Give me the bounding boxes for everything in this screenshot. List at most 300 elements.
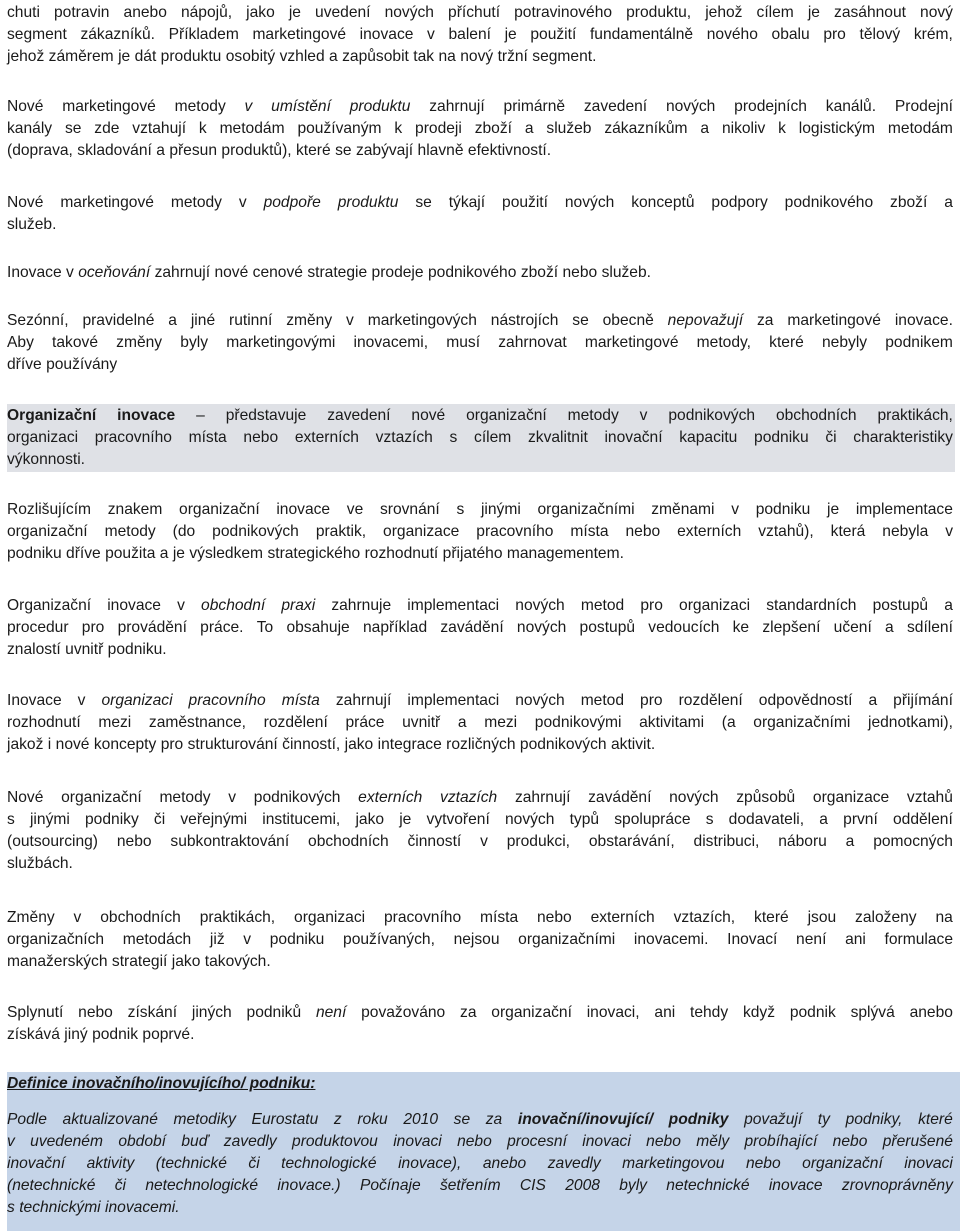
word: strategického — [267, 545, 361, 562]
word: spolupráce — [614, 811, 691, 828]
word: místa — [570, 523, 609, 540]
word: strategií — [111, 953, 168, 970]
word: podnikových — [253, 789, 341, 806]
text-line — [7, 262, 953, 284]
word: v — [945, 523, 953, 540]
text-line — [7, 2, 953, 24]
word: produktu — [337, 194, 399, 211]
word: (a — [721, 714, 736, 731]
word: vedoucích — [648, 619, 720, 636]
word: zasáhnout — [834, 4, 906, 21]
word: netechnologické — [145, 1177, 259, 1194]
word: období — [118, 1133, 167, 1150]
word: distribuci, — [693, 833, 760, 850]
text-line — [7, 499, 953, 521]
word: odpovědností — [758, 692, 853, 709]
word: logistickým — [798, 120, 876, 137]
word: probíhající — [744, 1133, 818, 1150]
word: podnik — [789, 1004, 836, 1021]
word: uvedeném — [30, 1133, 103, 1150]
word: s — [449, 429, 458, 446]
word: implementace — [855, 501, 953, 518]
word: segment. — [532, 48, 597, 65]
word: pomocných — [873, 833, 953, 850]
word: je — [807, 4, 820, 21]
word: nebo — [562, 264, 598, 281]
definition-heading: Definice inovačního/inovujícího/ podniku: — [7, 1075, 316, 1092]
word: za — [485, 1111, 503, 1128]
word: anebo — [482, 1155, 527, 1172]
word: obalu — [771, 26, 810, 43]
word: rutinní — [229, 312, 273, 329]
text-line — [7, 1153, 953, 1175]
text-line — [7, 543, 953, 565]
word: jako — [171, 953, 201, 970]
word: zahrnuje — [331, 597, 392, 614]
word: není — [315, 1004, 347, 1021]
word: obecně — [602, 312, 654, 329]
word: první — [843, 811, 878, 828]
word: zabývají — [355, 142, 414, 159]
word: Inovací — [727, 931, 778, 948]
word: metodiky — [173, 1111, 236, 1128]
word: umístění — [271, 98, 331, 115]
word: místa — [281, 692, 320, 709]
word: ve — [346, 501, 364, 518]
word: ke — [732, 619, 750, 636]
word: aktualizované — [62, 1111, 158, 1128]
word: podnikových — [519, 736, 607, 753]
word: nebo — [78, 1004, 113, 1021]
word: přijímání — [893, 692, 953, 709]
text-line — [7, 907, 953, 929]
word: používaným — [297, 120, 382, 137]
word: podniku — [754, 429, 809, 446]
word: zahrnují — [514, 789, 571, 806]
word: jsou — [807, 909, 837, 926]
word: práce. — [200, 619, 244, 636]
word: inovaci, — [586, 1004, 640, 1021]
word: uvnitř — [402, 714, 441, 731]
word: používány — [46, 356, 118, 373]
word: cenové — [252, 264, 303, 281]
text-line — [7, 831, 953, 853]
word: efektivností. — [467, 142, 552, 159]
word: (netechnické — [7, 1177, 96, 1194]
text-line — [7, 1109, 953, 1131]
word: nebyla — [882, 523, 929, 540]
word: nebo — [243, 429, 279, 446]
word: tehdy — [690, 1004, 729, 1021]
word: se — [415, 194, 432, 211]
word: metodám — [887, 120, 953, 137]
text-line — [7, 140, 953, 162]
word: zahrnují — [154, 264, 211, 281]
word: zboží — [474, 120, 512, 137]
word: zahrnují — [335, 692, 392, 709]
word: typů — [569, 811, 600, 828]
word: místa — [188, 429, 227, 446]
text-line — [7, 427, 953, 449]
word: potravinového — [514, 4, 613, 21]
word: externích — [358, 789, 423, 806]
word: praktikách, — [877, 407, 953, 424]
word: v — [77, 692, 86, 709]
word: Splynutí — [7, 1004, 64, 1021]
text-line — [7, 118, 953, 140]
word: nové — [214, 264, 249, 281]
word: Prodejní — [894, 98, 953, 115]
word: inovace — [117, 407, 176, 424]
word: inovaci — [582, 1133, 631, 1150]
word: Nové — [7, 789, 44, 806]
word: marketingové — [787, 312, 881, 329]
word: nebo — [537, 909, 572, 926]
text-line — [7, 214, 953, 236]
word: (outsourcing) — [7, 833, 99, 850]
word: Eurostatu — [251, 1111, 319, 1128]
word: či — [153, 811, 166, 828]
text-line — [7, 192, 953, 214]
word: srovnání — [379, 501, 440, 518]
word: cílem — [756, 4, 794, 21]
word: považují — [744, 1111, 803, 1128]
word: zavedení — [583, 98, 648, 115]
word: inovaci — [393, 1133, 442, 1150]
text-line — [7, 853, 953, 875]
text-line — [7, 639, 953, 661]
word: podnik — [92, 1026, 139, 1043]
word: organizaci — [294, 909, 366, 926]
word: rozdělení — [263, 714, 328, 731]
text-line — [7, 24, 953, 46]
word: s — [7, 811, 15, 828]
word: používaných, — [343, 931, 435, 948]
text-line — [7, 310, 953, 332]
word: je — [399, 811, 412, 828]
word: zavádění — [440, 619, 504, 636]
paragraph — [7, 1002, 953, 1046]
word: přijatého — [442, 545, 503, 562]
word: konceptů — [631, 194, 695, 211]
word: obstarávání, — [588, 833, 675, 850]
word: postupů — [579, 619, 636, 636]
word: organizaci — [679, 597, 751, 614]
word: byly — [619, 1177, 647, 1194]
word: místa — [480, 909, 519, 926]
word: výkonnosti. — [7, 451, 86, 468]
word: nové — [55, 736, 90, 753]
word: týkají — [448, 194, 486, 211]
word: ani — [845, 931, 866, 948]
word: jako — [355, 811, 385, 828]
word: kanály — [7, 120, 53, 137]
word: vztahují — [132, 120, 187, 137]
word: nebo — [457, 1133, 492, 1150]
word: uvedení — [315, 4, 371, 21]
word: – — [196, 407, 205, 424]
word: primárně — [503, 98, 566, 115]
paragraph — [7, 690, 953, 756]
word: poprvé. — [142, 1026, 195, 1043]
word: oceňování — [78, 264, 151, 281]
word: či — [248, 1155, 260, 1172]
word: 2010 — [403, 1111, 439, 1128]
word: aktivit. — [610, 736, 656, 753]
word: z — [333, 1111, 342, 1128]
text-line — [7, 96, 953, 118]
word: zde — [94, 120, 120, 137]
word: inovace — [359, 26, 414, 43]
text-line — [7, 809, 953, 831]
word: a — [457, 714, 467, 731]
word: či — [114, 1177, 126, 1194]
word: organizačními — [537, 501, 635, 518]
word: organizace — [383, 523, 460, 540]
word: změny — [116, 334, 163, 351]
word: v — [480, 833, 488, 850]
definition-heading-block — [7, 1073, 953, 1095]
word: způsobů — [736, 789, 796, 806]
word: podnikovými — [534, 714, 622, 731]
text-line — [7, 1197, 953, 1219]
word: dát — [134, 48, 157, 65]
word: vztahů — [906, 789, 953, 806]
word: v — [228, 789, 237, 806]
word: zlepšení — [762, 619, 821, 636]
word: činností — [407, 833, 462, 850]
word: a — [944, 194, 953, 211]
word: podniky — [85, 811, 139, 828]
word: obchodní — [201, 597, 266, 614]
word: služeb. — [601, 264, 651, 281]
text-line — [7, 405, 953, 427]
word: pracovního — [188, 692, 266, 709]
word: ty — [817, 1111, 830, 1128]
word: zahrnovat — [498, 334, 567, 351]
word: podnikového — [427, 264, 517, 281]
word: organizačních — [7, 931, 105, 948]
word: nový — [920, 4, 953, 21]
word: a — [885, 619, 894, 636]
word: změnami — [651, 501, 715, 518]
word: produktovou — [292, 1133, 378, 1150]
word: metod — [580, 597, 625, 614]
word: práce — [345, 714, 385, 731]
word: institucemi, — [262, 811, 341, 828]
word: organizační — [61, 789, 142, 806]
word: organizačními — [753, 714, 851, 731]
word: dodavateli, — [728, 811, 805, 828]
word: Inovace — [7, 264, 62, 281]
word: jinými — [480, 501, 521, 518]
word: v — [427, 26, 435, 43]
word: segment — [7, 26, 67, 43]
word: nebyly — [822, 334, 868, 351]
word: jinými — [29, 811, 70, 828]
word: Příkladem — [168, 26, 239, 43]
word: Organizační — [7, 597, 92, 614]
word: musí — [446, 334, 481, 351]
text-line — [7, 712, 953, 734]
word: integrace — [377, 736, 442, 753]
word: 2008 — [565, 1177, 600, 1194]
word: podnikových — [212, 523, 299, 540]
word: v — [7, 1133, 15, 1150]
word: uvnitř — [65, 641, 104, 658]
word: jakož — [7, 736, 44, 753]
word: inovacemi. — [105, 1199, 180, 1216]
word: nových — [504, 811, 555, 828]
word: metody — [104, 523, 156, 540]
text-line — [7, 521, 953, 543]
word: přesun — [169, 142, 217, 159]
word: zaměstnance, — [148, 714, 247, 731]
text-line — [7, 332, 953, 354]
word: inovaci — [904, 1155, 953, 1172]
word: získává — [7, 1026, 60, 1043]
word: nebo — [745, 1155, 781, 1172]
word: nových — [665, 98, 716, 115]
word: výsledkem — [189, 545, 264, 562]
word: anebo — [909, 1004, 953, 1021]
word: se — [335, 142, 352, 159]
word: podniku — [269, 931, 325, 948]
word: cílem — [474, 429, 512, 446]
word: podniku. — [107, 641, 167, 658]
word: za — [756, 312, 774, 329]
word: na — [935, 909, 953, 926]
word: je — [288, 4, 301, 21]
word: je — [172, 545, 185, 562]
word: které — [918, 1111, 953, 1128]
word: jiných — [191, 1004, 232, 1021]
text-line — [7, 1002, 953, 1024]
word: jednotkami), — [867, 714, 953, 731]
word: osobitý — [225, 48, 276, 65]
word: nebo — [832, 1133, 868, 1150]
word: marketingové — [584, 334, 679, 351]
word: nových — [669, 789, 719, 806]
text-line — [7, 951, 953, 973]
word: (technické — [155, 1155, 227, 1172]
text-line — [7, 595, 953, 617]
word: vytvoření — [426, 811, 490, 828]
word: subkontraktování — [170, 833, 290, 850]
word: či — [825, 429, 837, 446]
word: a — [819, 811, 828, 828]
word: inovace. — [894, 312, 953, 329]
word: organizaci — [101, 692, 173, 709]
word: když — [742, 1004, 776, 1021]
text-line — [7, 1175, 953, 1197]
word: procedur — [7, 619, 69, 636]
word: rozličných — [446, 736, 516, 753]
word: metody — [159, 789, 211, 806]
text-line — [7, 1024, 953, 1046]
word: zboží — [520, 264, 559, 281]
word: obsahuje — [286, 619, 350, 636]
word: organizační — [491, 1004, 572, 1021]
word: rozdělení — [678, 692, 743, 709]
word: inovace — [276, 501, 331, 518]
word: již — [209, 931, 225, 948]
paragraph — [7, 405, 953, 471]
text-line — [7, 734, 953, 756]
word: které — [769, 334, 804, 351]
word: nebo — [116, 833, 152, 850]
word: nových — [515, 597, 565, 614]
word: je — [118, 48, 131, 65]
word: získání — [127, 1004, 178, 1021]
text-line — [7, 46, 953, 68]
word: marketingové — [252, 26, 347, 43]
word: Změny — [7, 909, 55, 926]
word: takové — [52, 334, 98, 351]
word: standardních — [766, 597, 857, 614]
word: pracovního — [94, 429, 172, 446]
text-line — [7, 690, 953, 712]
paragraph — [7, 96, 953, 162]
word: Organizační — [7, 407, 97, 424]
word: sdílení — [906, 619, 953, 636]
word: šetřením — [439, 1177, 501, 1194]
word: podniky — [668, 1111, 729, 1128]
word: veřejnými — [180, 811, 248, 828]
word: například — [362, 619, 428, 636]
word: produkci, — [506, 833, 571, 850]
word: zavádění — [588, 789, 652, 806]
word: praktik, — [315, 523, 367, 540]
word: v — [243, 931, 252, 948]
word: metody — [174, 98, 226, 115]
word: zapůsobit — [342, 48, 409, 65]
word: mezi — [484, 714, 518, 731]
word: nejsou — [453, 931, 500, 948]
word: postupů — [872, 597, 929, 614]
word: rozhodnutí — [7, 714, 81, 731]
word: provádění — [117, 619, 187, 636]
word: (doprava, — [7, 142, 73, 159]
word: pro — [160, 736, 184, 753]
word: nepovažují — [667, 312, 744, 329]
word: manažerských — [7, 953, 108, 970]
word: Aby — [7, 334, 34, 351]
word: produktu — [160, 48, 222, 65]
word: technickými — [19, 1199, 101, 1216]
word: potravin — [54, 4, 110, 21]
word: prodeji — [415, 120, 462, 137]
word: externích — [294, 429, 359, 446]
word: v — [66, 264, 74, 281]
word: nových — [384, 4, 434, 21]
word: Inovace — [7, 692, 62, 709]
word: buď — [181, 1133, 209, 1150]
word: nikoliv — [721, 120, 766, 137]
text-line — [7, 929, 953, 951]
word: formulace — [884, 931, 953, 948]
paragraph — [7, 595, 953, 661]
word: vztahů), — [758, 523, 814, 540]
word: se — [572, 312, 589, 329]
word: organizační — [802, 1155, 883, 1172]
word: službách. — [7, 855, 73, 872]
word: organizační — [179, 501, 260, 518]
word: pro — [81, 619, 105, 636]
word: k — [198, 120, 207, 137]
word: aktivity — [86, 1155, 135, 1172]
word: podnikového — [784, 194, 874, 211]
